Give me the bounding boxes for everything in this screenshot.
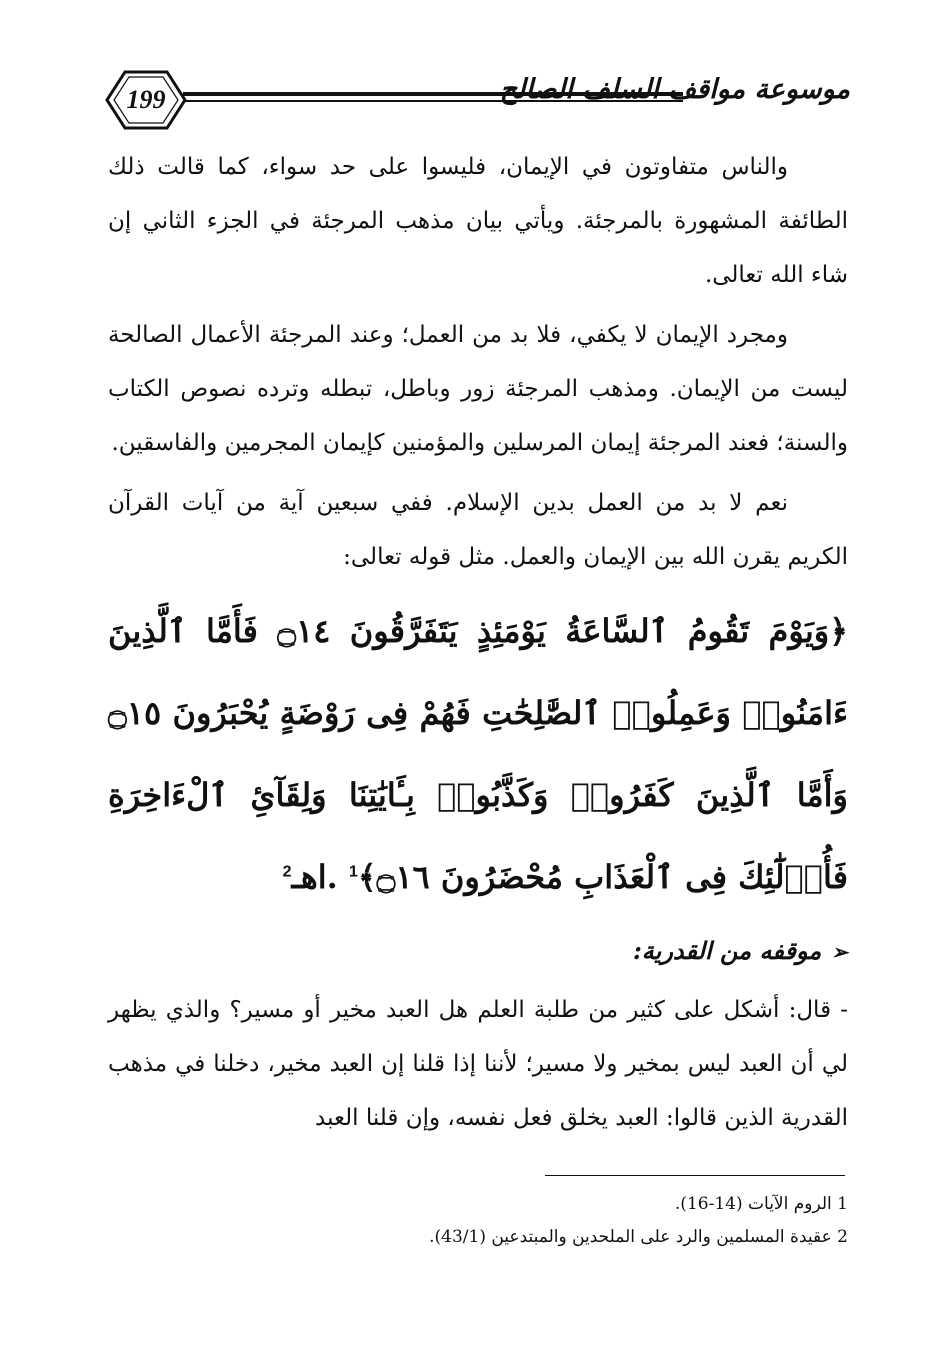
paragraph-2: ومجرد الإيمان لا يكفي، فلا بد من العمل؛ وعند المرجئة الأعمال الصالحة ليست من الإيمان. ومذهب المرجئة زور وباطل، تبطله وترده نصوص الكتاب والسنة؛ فعند المرجئة إيمان المرسلين والمؤمنين كإيمان المجرمين والفاسقين. [108, 322, 848, 456]
paragraph-3: نعم لا بد من العمل بدين الإسلام. ففي سبعين آية من آيات القرآن الكريم يقرن الله بين الإيمان والعمل. مثل قوله تعالى: [108, 490, 848, 570]
footnote-2: 2 عقيدة المسلمين والرد على الملحدين والمبتدعين (43/1). [429, 1227, 848, 1247]
footnote-ref-1: 1 [348, 863, 358, 881]
verse-text: ﴿وَيَوْمَ تَقُومُ ٱلسَّاعَةُ يَوْمَئِذٍ يَتَفَرَّقُونَ ۝١٤ فَأَمَّا ٱلَّذِينَ ءَامَنُوا۟ وَعَمِلُوا۟ ٱلصَّٰلِحَٰتِ فَهُمْ فِى رَوْضَةٍ يُحْبَرُونَ ۝١٥ وَأَمَّا ٱلَّذِينَ كَفَرُوا۟ وَكَذَّبُوا۟ بِـَٔايَٰتِنَا وَلِقَآئِ ٱلْءَاخِرَةِ فَأُو۟لَٰٓئِكَ فِى ٱلْعَذَابِ مُحْضَرُونَ ۝١٦﴾ [108, 612, 849, 896]
page-number-badge [105, 70, 187, 130]
section-heading-text: موقفه من القدرية: [632, 936, 822, 965]
paragraph-1: والناس متفاوتون في الإيمان، فليسوا على حد سواء، كما قالت ذلك الطائفة المشهورة بالمرجئة. ويأتي بيان مذهب المرجئة في الجزء الثاني إن شاء الله تعالى. [108, 154, 848, 288]
footnotes [300, 1188, 848, 1254]
footnote-ref-2: 2 [282, 863, 292, 881]
book-title: موسوعة مواقف السلف الصالح [499, 74, 850, 105]
page-header [105, 70, 850, 130]
quran-verse [108, 590, 848, 918]
main-text [108, 140, 848, 1151]
page-number: 199 [126, 85, 166, 114]
paragraph-4: - قال: أشكل على كثير من طلبة العلم هل العبد مخير أو مسير؟ والذي يظهر لي أن العبد ليس بمخير ولا مسير؛ لأننا إذا قلنا إن العبد مخير، دخلنا في مذهب القدرية الذين قالوا: العبد يخلق فعل نفسه، وإن قلنا العبد [108, 997, 848, 1131]
section-heading [108, 924, 848, 979]
arrow-bullet-icon: ➢ [831, 940, 848, 964]
verse-ending: .اهـ [291, 858, 338, 896]
footnote-divider [545, 1175, 845, 1176]
footnote-1: 1 الروم الآيات (14-16). [674, 1194, 848, 1214]
